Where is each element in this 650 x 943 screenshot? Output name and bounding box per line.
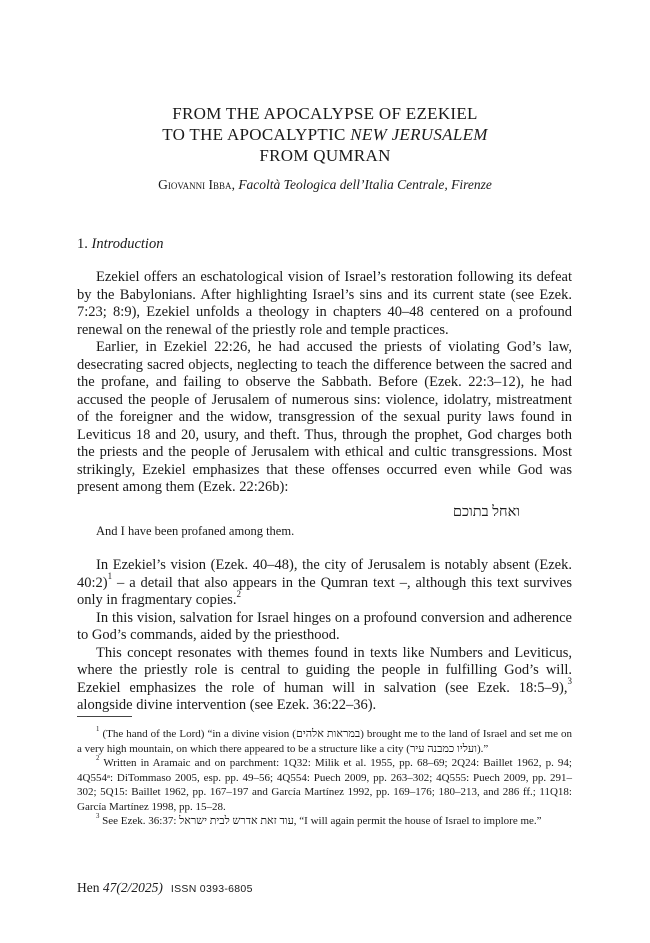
footnote-1-text-a: (The hand of the Lord) “in a divine vision ( [102,728,296,740]
article-title [0,103,650,166]
quote-translation: And I have been profaned among them. [96,524,295,538]
page-footer [77,880,253,896]
footnote-mark-3: 3 [96,813,100,821]
hebrew-quote: ואחל בתוכם [452,504,520,520]
journal-name: Hen [77,880,103,895]
author-name: Giovanni Ibba [158,177,232,192]
paragraph-3-text-b: – a detail that also appears in the Qumran text –, although this text survives only in fragmentary copies. [77,574,572,608]
title-line-2 [0,124,650,145]
paragraph-1: Ezekiel offers an eschatological vision of Israel’s restoration following its defeat by the Babylonians. After highlighting Israel’s sins and its current state (see Ezek. 7:23; 8:9), Ezekiel unfolds a theology in chapters 40–48 centered on a profound renewal on the renewal of the priestly role and temple practices. [77,269,572,338]
title-line-3: FROM QUMRAN [259,146,391,165]
title-line-2-italic: NEW JERUSALEM [350,125,488,144]
author-affiliation: Facoltà Teologica dell’Italia Centrale, Firenze [238,177,492,192]
footnote-2 [77,756,572,814]
paragraph-5-text-a: This concept resonates with themes found in texts like Numbers and Leviticus, where the priestly role is central to guiding the people in fulfilling God’s will. Ezekiel emphasizes the role of human will in salvation (see Ezek. 18:5–9), [77,644,572,696]
journal-issue: 47(2/2025) [102,880,163,895]
footnote-2-text: Written in Aramaic and on parchment: 1Q32: Milik et al. 1955, pp. 68–69; 2Q24: Baillet 1962, p. 94; 4Q554ᵃ: DiTommaso 2005, esp. pp. 49–56; 4Q554: Puech 2009, pp. 263–302; 4Q555: Puech 2009, pp. 291–302; 5Q15: Baillet 1962, pp. 167–197 and García Martínez 1992, pp. 169–176; 180–213, and 286 ff.; 11Q18: García Martínez 1998, pp. 15–28. [77,757,572,813]
section-number: 1. [77,236,92,252]
journal-issn: ISSN 0393-6805 [170,883,253,895]
body-text-lower [77,557,572,715]
paragraph-3-text-a: In Ezekiel’s vision (Ezek. 40–48), the city of Jerusalem is notably absent (Ezek. 40:2) [77,557,572,591]
body-text-upper [77,269,572,497]
author-line [0,177,650,193]
footnote-3-text-b: , “I will again permit the house of Israel to implore me.” [293,815,542,827]
footnote-mark-2: 2 [96,755,100,763]
paragraph-2: Earlier, in Ezekiel 22:26, he had accused the priests of violating God’s law, desecrating sacred objects, neglecting to teach the difference between the sacred and the profane, and failing to observe the Sabbath. Before (Ezek. 22:3–12), he had accused the people of Jerusalem of numerous sins: violence, idolatry, mistreatment of the foreigner and the widow, transgression of the sexual purity laws found in Leviticus 18 and 20, usury, and theft. Thus, through the prophet, God charges both the priests and the people of Jerusalem with ethical and cultic transgressions. Most strikingly, Ezekiel emphasizes that these offenses occurred even while God was present among them (Ezek. 22:26b): [77,339,572,495]
title-line-1: FROM THE APOCALYPSE OF EZEKIEL [172,104,478,123]
footnote-ref-2[interactable]: 2 [236,588,241,599]
paragraph-4: In this vision, salvation for Israel hinges on a profound conversion and adherence to God’s commands, aided by the priesthood. [77,609,572,643]
footnote-divider [77,716,132,717]
author-separator: , [231,177,239,192]
section-title: Introduction [91,236,164,252]
footnote-1 [77,727,572,756]
footnote-1-hebrew-2: ועליו כמבנה עיר [409,742,477,755]
footnote-ref-3[interactable]: 3 [567,676,572,687]
title-line-2-text: TO THE APOCALYPTIC [162,125,351,144]
section-heading [77,236,163,253]
footnote-1-text-b: ) brought me to the land of Israel and set me on a very high mountain, on which there appeared to be a structure like a city ( [77,728,573,755]
paragraph-5 [77,645,572,715]
footnote-3-hebrew: עוד זאת אדרש לבית ישראל [179,815,294,827]
footnote-ref-1[interactable]: 1 [107,571,113,582]
footnote-3-text-a: See Ezek. 36:37: [102,815,180,827]
paragraph-5-text-b: alongside divine intervention (see Ezek. 36:22–36). [77,697,377,713]
footnote-1-text-c: ).” [476,742,489,755]
footnote-3 [77,814,572,829]
footnote-mark-1: 1 [96,726,100,734]
paragraph-3 [77,557,572,610]
footnotes [77,727,572,829]
footnote-1-hebrew-1: במראות אלהים [295,728,361,740]
